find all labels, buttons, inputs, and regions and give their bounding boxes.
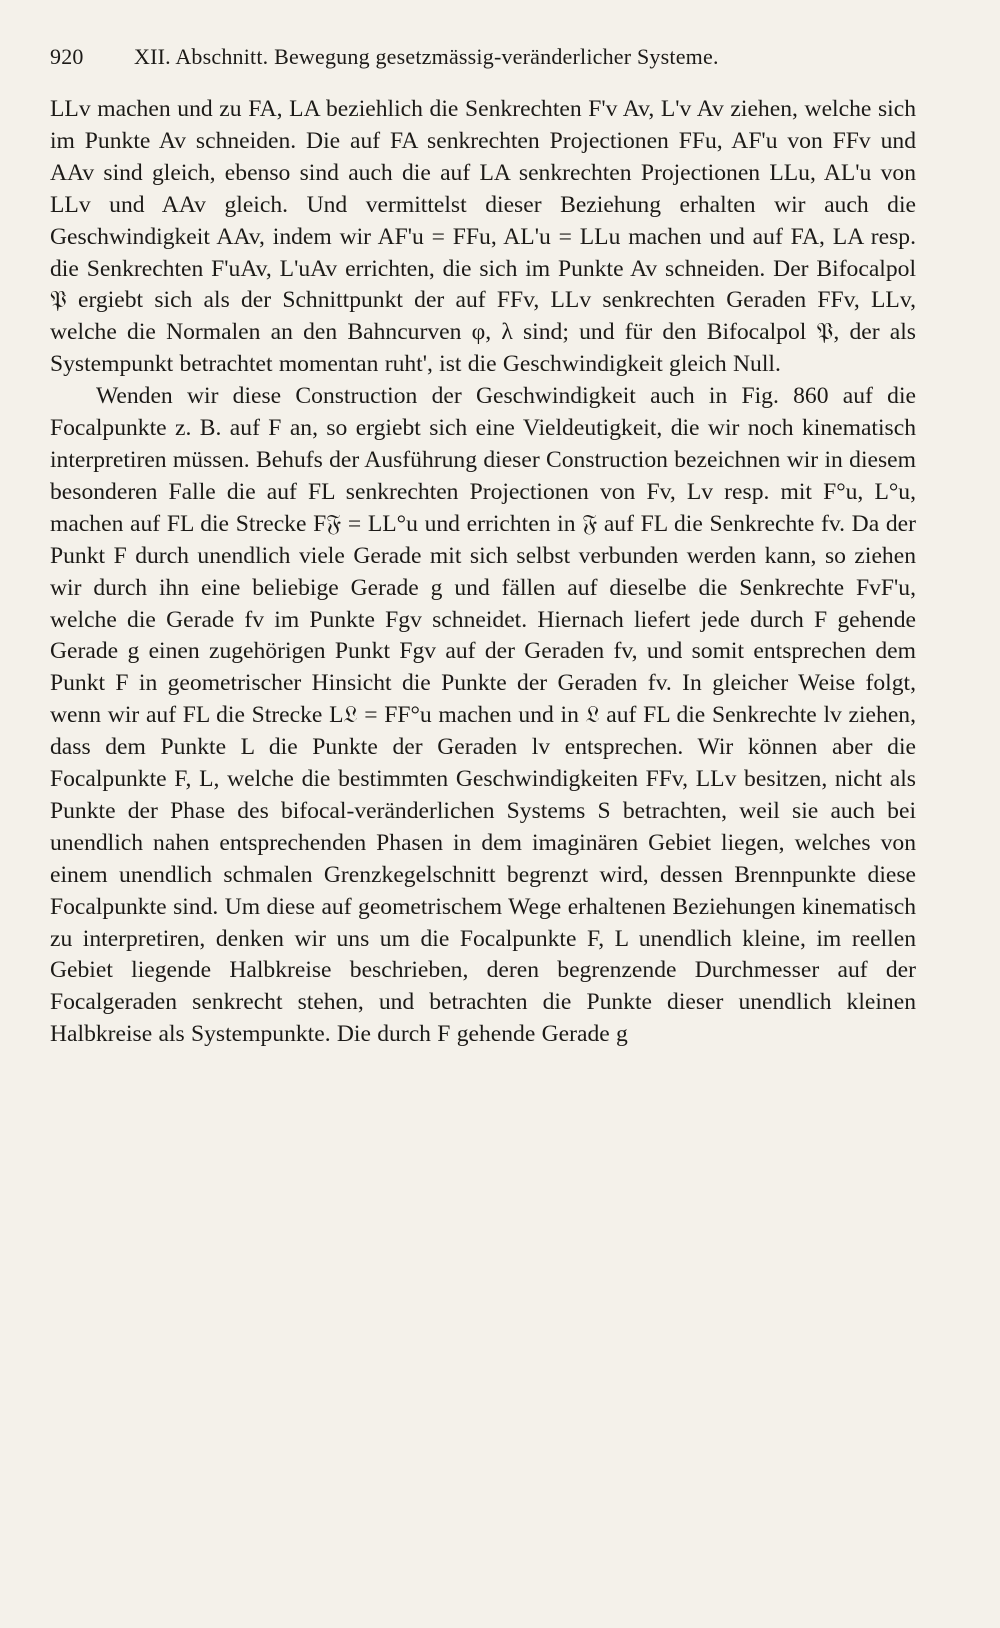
running-header <box>50 44 916 70</box>
paragraph-focal-construction: Wenden wir diese Construction der Geschwindigkeit auch in Fig. 860 auf die Focalpunkte z. B. auf F an, so ergiebt sich eine Vieldeutigkeit, die wir noch kinematisch interpretiren müssen. Behufs der Ausführung dieser Construction bezeichnen wir in diesem besonderen Falle die auf FL senkrechten Projectionen von Fv, Lv resp. mit F°u, L°u, machen auf FL die Strecke F𝔉 = LL°u und errichten in 𝔉 auf FL die Senkrechte fv. Da der Punkt F durch unendlich viele Gerade mit sich selbst verbunden werden kann, so ziehen wir durch ihn eine beliebige Gerade g und fällen auf dieselbe die Senkrechte FvF'u, welche die Gerade fv im Punkte Fgv schneidet. Hiernach liefert jede durch F gehende Gerade g einen zugehörigen Punkt Fgv auf der Geraden fv, und somit entsprechen dem Punkt F in geometrischer Hinsicht die Punkte der Geraden fv. In gleicher Weise folgt, wenn wir auf FL die Strecke L𝔏 = FF°u machen und in 𝔏 auf FL die Senkrechte lv ziehen, dass dem Punkte L die Punkte der Geraden lv entsprechen. Wir können aber die Focalpunkte F, L, welche die bestimmten Geschwindigkeiten FFv, LLv besitzen, nicht als Punkte der Phase des bifocal-veränderlichen Systems S betrachten, weil sie auch bei unendlich nahen entsprechenden Phasen in dem imaginären Gebiet liegen, welches von einem unendlich schmalen Grenzkegelschnitt begrenzt wird, dessen Brennpunkte diese Focalpunkte sind. Um diese auf geometrischem Wege erhaltenen Beziehungen kinematisch zu interpretiren, denken wir uns um die Focalpunkte F, L unendlich kleine, im reellen Gebiet liegende Halbkreise beschrieben, deren begrenzende Durchmesser auf der Focalgeraden senkrecht stehen, und betrachten die Punkte dieser unendlich kleinen Halbkreise als Systempunkte. Die durch F gehende Gerade g <box>50 383 916 1048</box>
book-page <box>50 44 916 1604</box>
running-title: XII. Abschnitt. Bewegung gesetzmässig-veränderlicher Systeme. <box>134 44 719 69</box>
paragraph-continuation: LLv machen und zu FA, LA beziehlich die Senkrechten F'v Av, L'v Av ziehen, welche sich im Punkte Av schneiden. Die auf FA senkrechten Projectionen FFu, AF'u von FFv und AAv sind gleich, ebenso sind auch die auf LA senkrechten Projectionen LLu, AL'u von LLv und AAv gleich. Und vermittelst dieser Beziehung erhalten wir auch die Geschwindigkeit AAv, indem wir AF'u = FFu, AL'u = LLu machen und auf FA, LA resp. die Senkrechten F'uAv, L'uAv errichten, die sich im Punkte Av schneiden. Der Bifocalpol 𝔓 ergiebt sich als der Schnittpunkt der auf FFv, LLv senkrechten Geraden FFv, LLv, welche die Normalen an den Bahncurven φ, λ sind; und für den Bifocalpol 𝔓, der als Systempunkt betrachtet momentan ruht', ist die Geschwindigkeit gleich Null. <box>50 96 916 378</box>
page-number: 920 <box>50 44 84 69</box>
